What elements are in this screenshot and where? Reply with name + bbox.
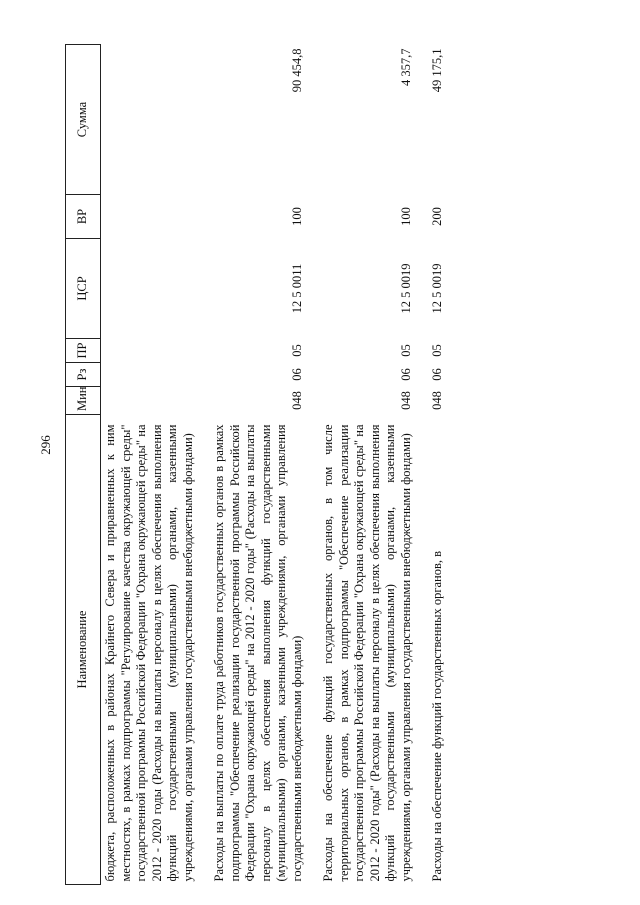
row-rz <box>101 363 199 387</box>
row-csr: 12 5 0019 <box>398 263 413 314</box>
row-sum <box>101 45 199 195</box>
row-vr: 100 <box>398 207 413 226</box>
row-min: 048 <box>398 391 413 410</box>
budget-table <box>65 44 448 885</box>
header-vr: ВР <box>66 195 101 239</box>
row-csr <box>101 239 199 339</box>
row-csr: 12 5 0011 <box>289 263 304 314</box>
row-rz: 06 <box>289 368 304 381</box>
row-sum: 49 175,1 <box>430 48 444 93</box>
row-vr: 100 <box>289 207 304 226</box>
row-rz: 06 <box>430 368 444 381</box>
row-name: Расходы на обеспечение функций государственных органов, в том числе территориальных органов, в рамках подпрограммы "Обеспечение реализации государственной программы Российской Федерации "Охрана окружающей среды" на 2012 - 2020 годы" (Расходы на выплаты персоналу в целях обеспечения выполнения функций государственными (муниципальными) органами, казенными учреждениями, органами управления государственными внебюджетными фондами) <box>321 424 413 882</box>
row-csr: 12 5 0019 <box>430 263 444 314</box>
row-min: 048 <box>289 391 304 410</box>
table-row <box>416 45 448 885</box>
row-vr <box>101 195 199 239</box>
row-pr: 05 <box>398 344 413 357</box>
header-min: Мин <box>66 387 101 415</box>
row-rz: 06 <box>398 368 413 381</box>
header-name: Наименование <box>66 415 101 885</box>
row-pr: 05 <box>289 344 304 357</box>
row-min: 048 <box>430 391 444 410</box>
table-row <box>307 45 416 885</box>
row-min <box>101 387 199 415</box>
header-csr: ЦСР <box>66 239 101 339</box>
header-rz: Рз <box>66 363 101 387</box>
header-pr: ПР <box>66 339 101 363</box>
row-name: Расходы на обеспечение функций государственных органов, в <box>430 550 444 882</box>
page-number: 296 <box>38 435 53 455</box>
row-name: Расходы на выплаты по оплате труда работников государственных органов в рамках подпрограммы "Обеспечение реализации государственной программы Российской Федерации "Охрана окружающей среды" на 2012 - 2020 годы" (Расходы на выплаты персоналу в целях обеспечения выполнения функций государственными (муниципальными) органами, казенными учреждениями, органами управления государственными внебюджетными фондами) <box>212 424 304 882</box>
row-pr <box>101 339 199 363</box>
header-sum: Сумма <box>66 45 101 195</box>
table-header-row <box>66 45 101 885</box>
row-sum: 90 454,8 <box>289 48 304 93</box>
row-name: бюджета, расположенных в районах Крайнего Севера и приравненных к ним местностях, в рамках подпрограммы "Регулирование качества окружающей среды" государственной программы Российской Федерации "Охрана окружающей среды" на 2012 - 2020 годы (Расходы на выплаты персоналу в целях обеспечения выполнения функций государственными (муниципальными) органами, казенными учреждениями, органами управления государственными внебюджетными фондами) <box>103 424 195 882</box>
table-row <box>198 45 307 885</box>
table-row <box>101 45 199 885</box>
row-sum: 4 357,7 <box>398 48 413 86</box>
row-vr: 200 <box>430 207 444 226</box>
row-pr: 05 <box>430 344 444 357</box>
budget-table-sheet <box>65 45 585 885</box>
